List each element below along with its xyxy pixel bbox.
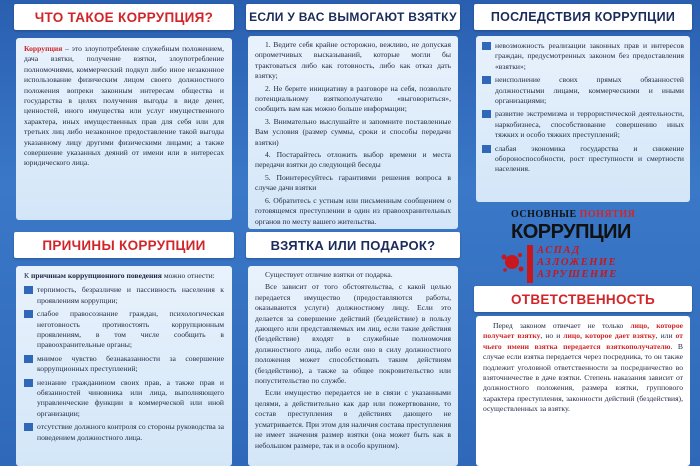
causes-intro-c: можно отнести: (161, 271, 215, 280)
definition-text (24, 44, 224, 169)
list-item (24, 354, 224, 375)
resp-b: лицо, которое получает взятку (483, 321, 683, 341)
consequence-text: неисполнение своих прямых обязанностей должностными лицами, коммерческими и иными организациями; (495, 75, 684, 106)
causes-panel (16, 266, 232, 466)
gift-paragraph: Все зависит от того обстоятельства, с какой целью передается имущество (предоставляются работы, оказываются услуги) должностному лицу. Если это делается за совершение действий (бездействие) в пользу дающего или представляемых им лиц, если такие действия (бездействие) входят в служебные полномочия должностного лица, либо если оно в силу должностного положения может способствовать таким действиям (бездействию), а также за общее покровительство или попустительство по службе. (255, 282, 451, 386)
definition-panel (16, 38, 232, 220)
logo-word: КОРРУПЦИИ (511, 221, 631, 243)
header-consequences-text: ПОСЛЕДСТВИЯ КОРРУПЦИИ (490, 10, 676, 24)
bullet-square-icon (24, 286, 33, 294)
resp-f: от чьего имени взятка передается взяткополучателю (483, 331, 683, 351)
header-bribe-or-gift (246, 232, 460, 258)
logo-line1b: ПОНЯТИЯ (579, 209, 636, 220)
step-text: 2. Не берите инициативу в разговоре на себя, позвольте потенциальному взяткополучателю «выговориться», сообщить вам как можно больше информации; (255, 83, 451, 114)
cause-text: мнимое чувство безнаказанности за совершение коррупционных преступлений; (37, 353, 224, 374)
blood-splat-icon (499, 249, 525, 275)
logo-r2: АЗЛОЖЕНИЕ (537, 257, 618, 268)
extortion-steps-panel (248, 36, 458, 229)
logo-r1: АСПАД (537, 245, 581, 256)
header-consequences (474, 4, 692, 30)
resp-a: Перед законом отвечает не только (493, 321, 631, 330)
list-item (24, 378, 224, 420)
consequence-text: слабая экономика государства и снижение обороноспособности, рост преступности и смертности населения. (495, 143, 684, 174)
list-item (482, 41, 684, 72)
definition-body: – это злоупотребление служебным положением, дача взятки, получение взятки, злоупотребление полномочиями, коммерческий подкуп либо иное незаконное использование физическим лицом своего должностного положения вопреки законным интересам общества и государства в целях получения выгоды в виде денег, ценностей, иного имущества или услуг имущественного характера, иных имущественных прав для себя или для третьих лиц либо незаконное предоставление такой выгоды указанному лицу другими физическими лицами; а также совершение указанных деяний от имени или в интересах юридического лица. (24, 44, 224, 168)
header-bribe-extortion (246, 4, 460, 30)
cause-text: терпимость, безразличие и пассивность населения к проявлениям коррупции; (37, 285, 224, 305)
list-item (482, 75, 684, 106)
bullet-square-icon (482, 110, 491, 118)
list-item (24, 309, 224, 351)
header-bribe-or-gift-text: ВЗЯТКА ИЛИ ПОДАРОК? (270, 237, 436, 253)
gift-panel (248, 266, 458, 466)
consequence-text: невозможность реализации законных прав и интересов граждан, предусмотренных законом без предоставления «взятки»; (495, 41, 684, 71)
list-item (24, 285, 224, 306)
resp-c: , но и (540, 331, 564, 341)
bullet-square-icon (24, 355, 33, 363)
cause-text: отсутствие должного контроля со стороны руководства за поведением должностного лица. (37, 422, 225, 442)
list-item (482, 109, 684, 140)
bullet-square-icon (24, 310, 33, 318)
logo-line1a: ОСНОВНЫЕ (511, 209, 577, 220)
corruption-logo (497, 205, 692, 285)
bullet-square-icon (24, 379, 33, 387)
responsibility-text (483, 321, 683, 415)
consequences-panel (476, 36, 690, 202)
list-item (482, 144, 684, 175)
definition-term: Коррупция (24, 44, 63, 53)
responsibility-panel (476, 316, 690, 466)
causes-intro-a: К (24, 271, 31, 280)
cause-text: незнание гражданином своих прав, а также прав и обязанностей чиновника или лица, выполняющего управленческие функции в коммерческой или иной организации; (37, 377, 224, 418)
resp-g: . В случае если взятка передается через посредника, то он также подлежит уголовной ответственности за посредничество во взяточничестве в даче взятки. Степень наказания зависит от должностного положения, размера взятки, группового характера преступления, законности действий (бездействия), осуществленных за взятку. (483, 341, 683, 414)
header-causes-text: ПРИЧИНЫ КОРРУПЦИИ (42, 237, 206, 253)
step-text: 1. Ведите себя крайне осторожно, вежливо, не допуская опрометчивых высказываний, которые могли бы трактоваться либо как готовность, либо как отказ дать взятку; (255, 40, 451, 81)
bullet-square-icon (24, 423, 33, 431)
cause-text: слабое правосознание граждан, психологическая неготовность противостоять коррупционным проявлениям, в том числе сообщить в правоохранительные органы; (37, 309, 224, 350)
causes-intro (24, 271, 224, 281)
step-text: 3. Внимательно выслушайте и запомните поставленные Вам условия (размер суммы, сроки и способы передачи взятки) (255, 116, 451, 147)
resp-e: , или (655, 331, 676, 341)
header-what-is-corruption (14, 4, 234, 30)
gift-paragraph: Если имущество передается не в связи с указанными целями, а действительно как дар или пожертвование, то состав преступления в действиях дающего не усматривается. При этом для наличия состава преступления не имеет значения размер взятки (она может быть как в небольшом размере, так и в особо крупном). (255, 388, 451, 450)
step-text: 6. Обратитесь с устным или письменным сообщением о готовящемся преступлении в один из правоохранительных органов по месту вашего жительства. (255, 195, 451, 226)
bullet-square-icon (482, 42, 491, 50)
step-text: 5. Поинтересуйтесь гарантиями решения вопроса в случае дачи взятки (255, 172, 451, 193)
header-responsibility (474, 286, 692, 312)
bullet-square-icon (482, 145, 491, 153)
logo-bar (527, 245, 533, 283)
resp-d: лицо, которое дает взятку (563, 331, 656, 341)
bullet-square-icon (482, 76, 491, 84)
step-text: 4. Постарайтесь отложить выбор времени и места передачи взятки до следующей беседы (255, 150, 451, 170)
list-item (24, 422, 224, 443)
logo-r3: АЗРУШЕНИЕ (537, 269, 618, 280)
header-what-is-corruption-text: ЧТО ТАКОЕ КОРРУПЦИЯ? (34, 9, 214, 25)
header-bribe-extortion-text: ЕСЛИ У ВАС ВЫМОГАЮТ ВЗЯТКУ (249, 10, 457, 24)
header-responsibility-text: ОТВЕТСТВЕННОСТЬ (510, 291, 656, 307)
header-causes (14, 232, 234, 258)
gift-paragraph: Существует отличие взятки от подарка. (265, 270, 393, 279)
consequence-text: развитие экстремизма и террористической деятельности, наркобизнеса, способствование совершению иных тяжких и особо тяжких преступлений; (495, 109, 684, 140)
causes-intro-b: причинам коррупционного поведения (30, 271, 162, 280)
